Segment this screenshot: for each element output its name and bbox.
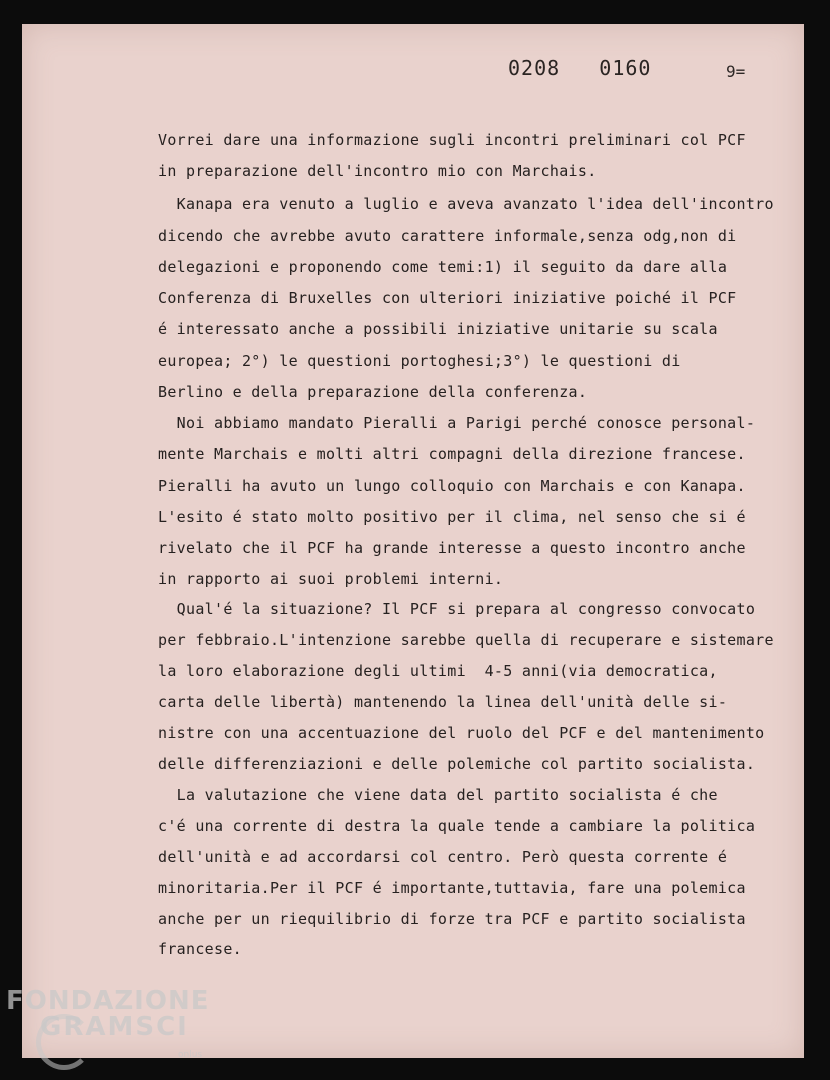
text-line: la loro elaborazione degli ultimi 4-5 anni(via democratica, [158, 662, 718, 680]
text-line: Berlino e della preparazione della conferenza. [158, 383, 588, 401]
text-line: Kanapa era venuto a luglio e aveva avanzato l'idea dell'incontro [158, 195, 774, 213]
watermark-line1: FONDAZIONE [6, 986, 210, 1016]
text-line: in rapporto ai suoi problemi interni. [158, 570, 504, 588]
fondazione-gramsci-watermark [6, 986, 210, 1060]
text-line: anche per un riequilibrio di forze tra PCF e partito socialista [158, 910, 746, 928]
text-line: Vorrei dare una informazione sugli incontri preliminari col PCF [158, 131, 746, 149]
text-line: mente Marchais e molti altri compagni della direzione francese. [158, 445, 746, 463]
text-line: Conferenza di Bruxelles con ulteriori iniziative poiché il PCF [158, 289, 737, 307]
watermark-line2: GRAMSCI [40, 1012, 189, 1042]
text-line: delegazioni e proponendo come temi:1) il seguito da dare alla [158, 258, 728, 276]
text-line: per febbraio.L'intenzione sarebbe quella di recuperare e sistemare [158, 631, 774, 649]
watermark-line3: onlus [178, 1050, 203, 1060]
text-line: Pieralli ha avuto un lungo colloquio con Marchais e con Kanapa. [158, 477, 746, 495]
text-line: La valutazione che viene data del partito socialista é che [158, 786, 718, 804]
text-line: delle differenziazioni e delle polemiche col partito socialista. [158, 755, 756, 773]
text-line: L'esito é stato molto positivo per il clima, nel senso che si é [158, 508, 746, 526]
text-line: Qual'é la situazione? Il PCF si prepara al congresso convocato [158, 600, 756, 618]
text-line: é interessato anche a possibili iniziative unitarie su scala [158, 320, 718, 338]
text-line: minoritaria.Per il PCF é importante,tuttavia, fare una polemica [158, 879, 746, 897]
text-line: carta delle libertà) mantenendo la linea dell'unità delle si- [158, 693, 728, 711]
page-number: 9= [726, 62, 746, 81]
text-line: nistre con una accentuazione del ruolo del PCF e del mantenimento [158, 724, 765, 742]
text-line: rivelato che il PCF ha grande interesse a questo incontro anche [158, 539, 746, 557]
text-line: in preparazione dell'incontro mio con Marchais. [158, 162, 597, 180]
text-line: francese. [158, 940, 242, 958]
gramsci-logo-icon [36, 1014, 92, 1070]
text-line: Noi abbiamo mandato Pieralli a Parigi perché conosce personal- [158, 414, 756, 432]
text-line: dell'unità e ad accordarsi col centro. Però questa corrente é [158, 848, 728, 866]
document-number: 0208 0160 [508, 56, 652, 80]
text-line: c'é una corrente di destra la quale tende a cambiare la politica [158, 817, 756, 835]
text-line: europea; 2°) le questioni portoghesi;3°) le questioni di [158, 352, 681, 370]
text-line: dicendo che avrebbe avuto carattere informale,senza odg,non di [158, 227, 737, 245]
